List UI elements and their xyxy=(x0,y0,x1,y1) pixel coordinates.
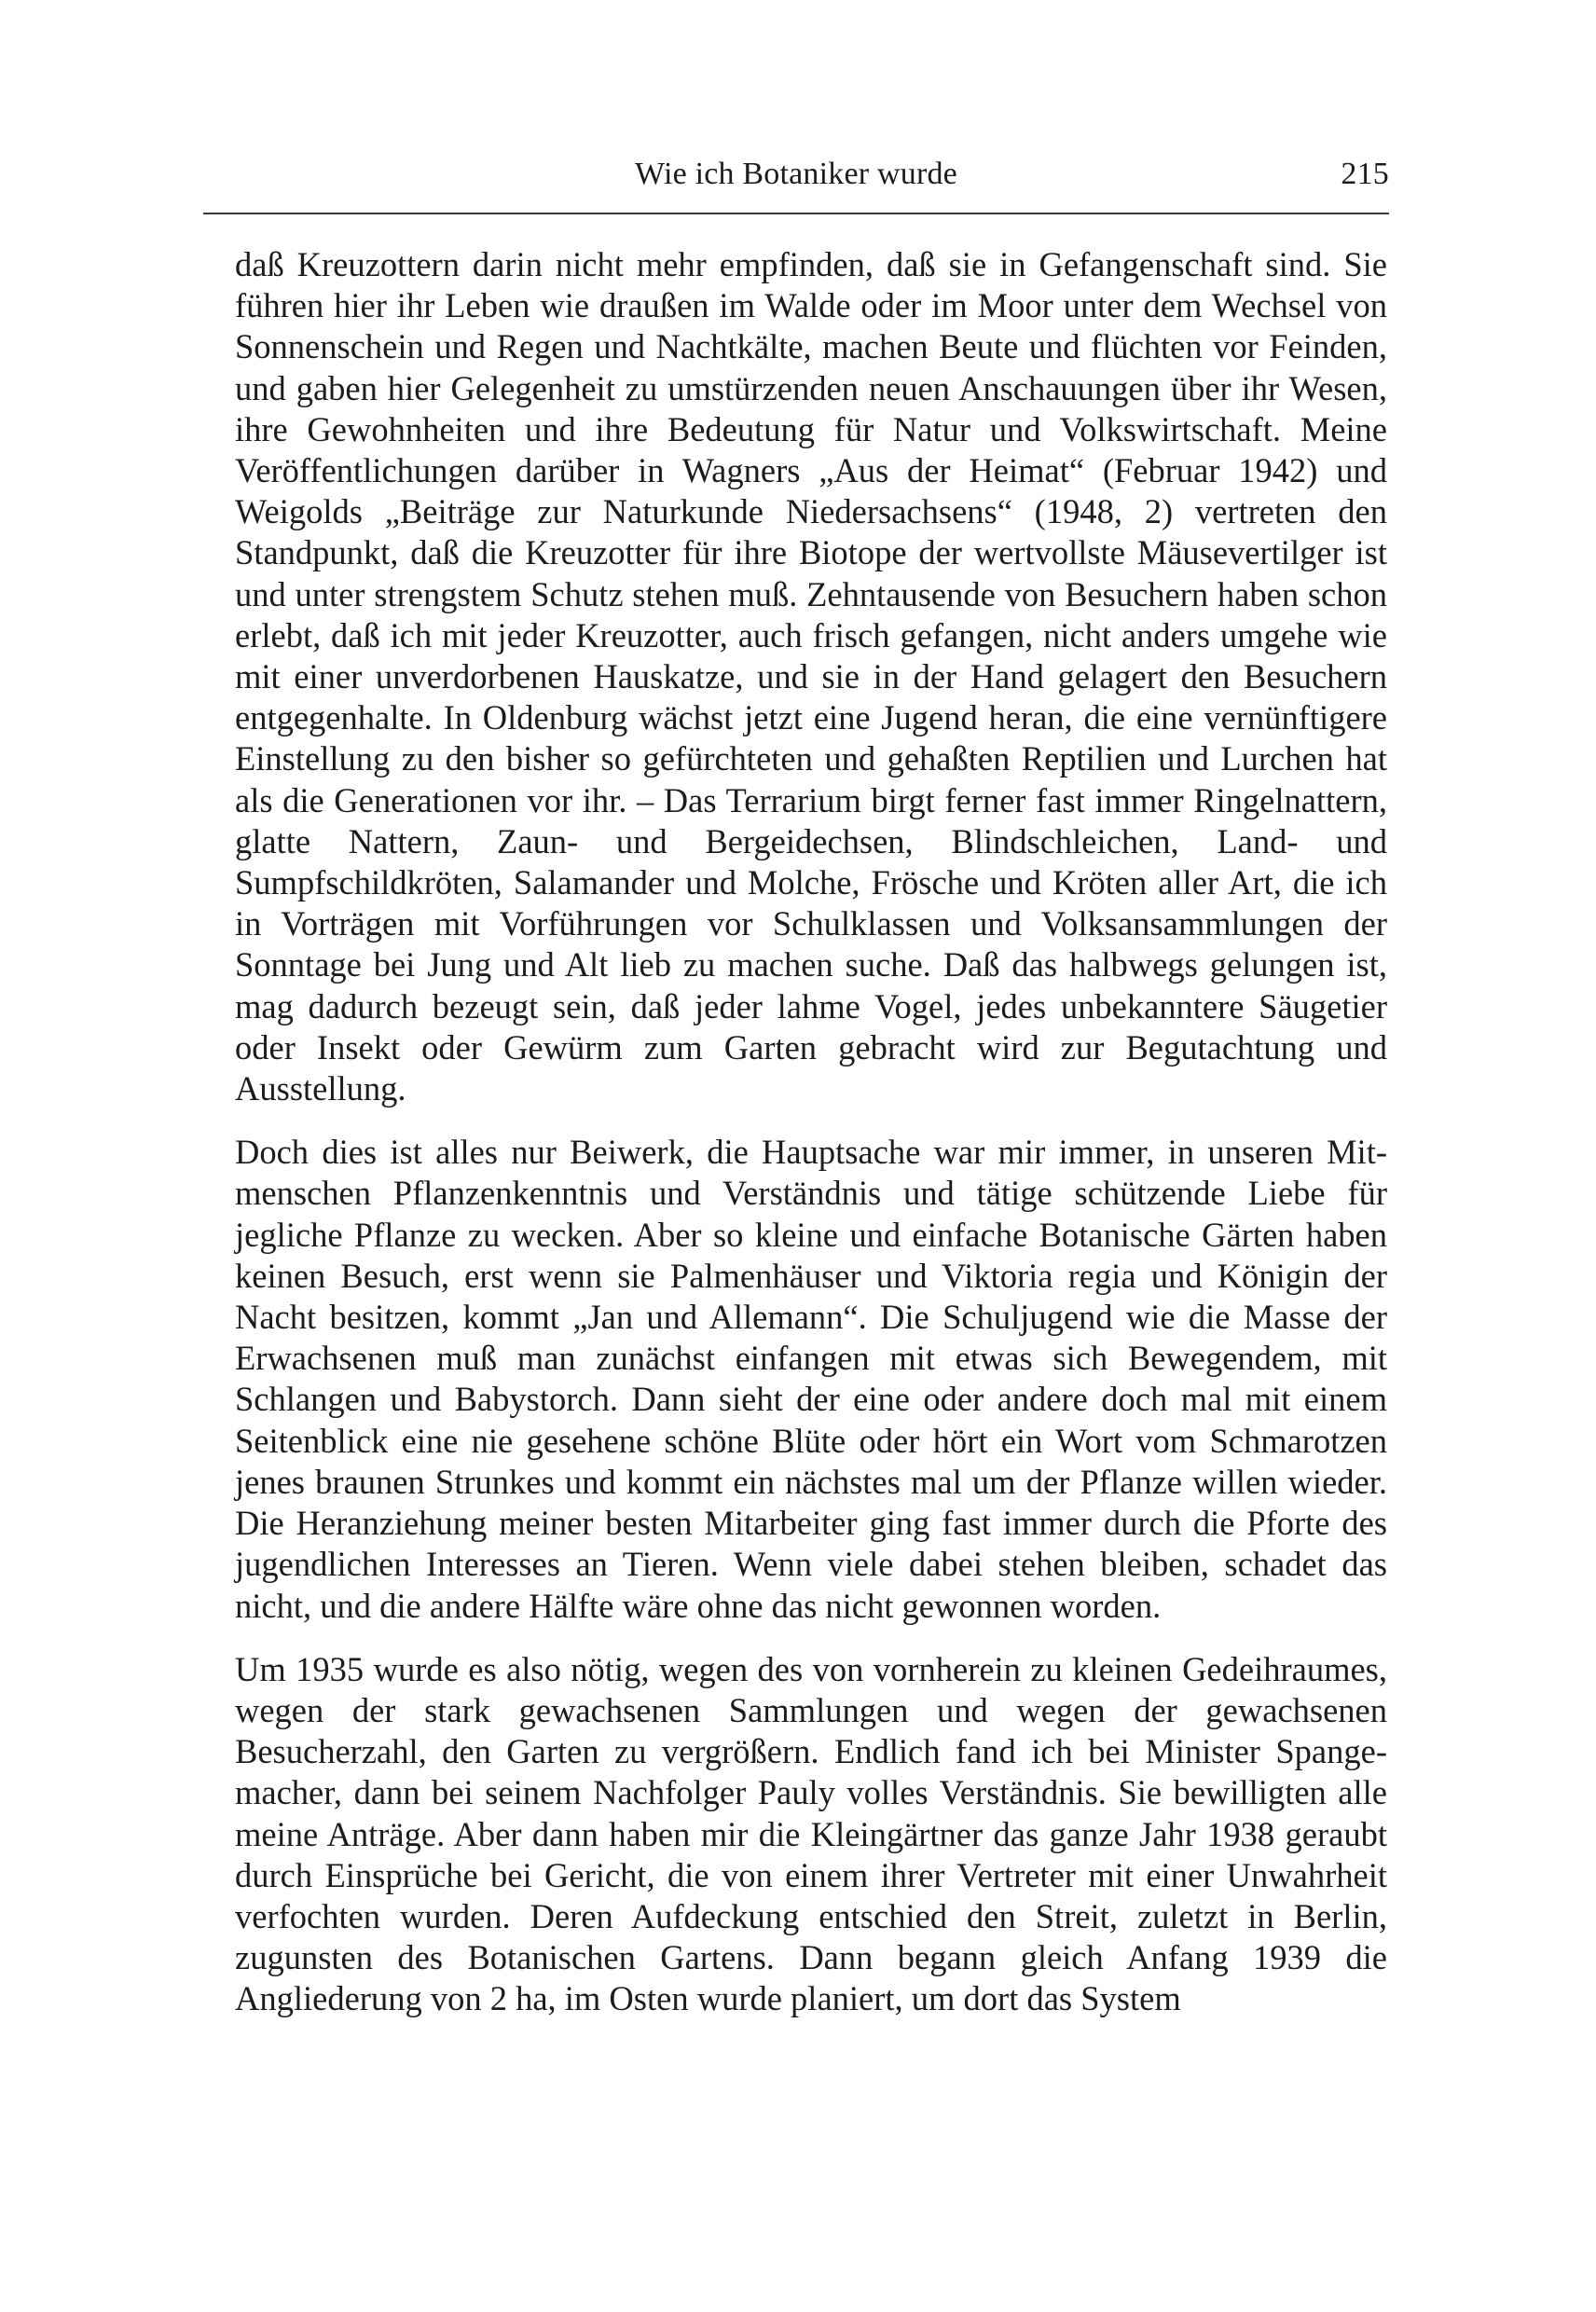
page-number: 215 xyxy=(1341,157,1389,191)
header-rule xyxy=(203,213,1389,214)
body-text xyxy=(235,244,1387,2043)
paragraph-1: daß Kreuzottern darin nicht mehr empfinden, daß sie in Gefangenschaft sind. Sie führen hier ihr Leben wie draußen im Walde oder im Moor unter dem Wechsel von Sonnenschein und Regen und Nachtkälte, machen Beute und flüchten vor Feinden, und gaben hier Gelegenheit zu umstürzenden neuen Anschauungen über ihr Wesen, ihre Gewohnheiten und ihre Bedeutung für Natur und Volkswirtschaft. Meine Veröffentlichungen darüber in Wagners „Aus der Heimat“ (Februar 1942) und Weigolds „Beiträge zur Naturkunde Niedersachsens“ (1948, 2) vertreten den Standpunkt, daß die Kreuzotter für ihre Biotope der wertvollste Mäusevertilger ist und unter strengstem Schutz stehen muß. Zehntausende von Besuchern haben schon erlebt, daß ich mit jeder Kreuzotter, auch frisch gefangen, nicht anders umgehe wie mit einer unverdorbenen Hauskatze, und sie in der Hand gelagert den Besuchern entgegenhalte. In Oldenburg wächst jetzt eine Jugend heran, die eine vernünftigere Einstellung zu den bisher so gefürchteten und gehaßten Reptilien und Lurchen hat als die Generationen vor ihr. – Das Terrarium birgt ferner fast immer Ringelnattern, glatte Nattern, Zaun- und Bergeidechsen, Blindschleichen, Land- und Sumpfschildkröten, Salamander und Molche, Frösche und Kröten aller Art, die ich in Vorträgen mit Vorführungen vor Schulklassen und Volksansammlungen der Sonntage bei Jung und Alt lieb zu machen suche. Daß das halbwegs gelungen ist, mag dadurch bezeugt sein, daß jeder lahme Vogel, jedes unbekanntere Säugetier oder Insekt oder Gewürm zum Garten gebracht wird zur Begutachtung und Ausstellung. xyxy=(235,245,1387,1108)
paragraph-3: Um 1935 wurde es also nötig, wegen des von vornherein zu kleinen Gedeihraumes, wegen der stark gewachsenen Sammlungen und wegen der gewachsenen Besucherzahl, den Garten zu vergrößern. Endlich fand ich bei Minister Spangemacher, dann bei seinem Nachfolger Pauly volles Verständnis. Sie bewilligten alle meine Anträge. Aber dann haben mir die Kleingärtner das ganze Jahr 1938 geraubt durch Einsprüche bei Gericht, die von einem ihrer Vertreter mit einer Unwahrheit verfochten wurden. Deren Aufdeckung entschied den Streit, zuletzt in Berlin, zugunsten des Botanischen Gartens. Dann begann gleich Anfang 1939 die Angliederung von 2 ha, im Osten wurde planiert, um dort das System xyxy=(235,1649,1387,2018)
paragraph-2: Doch dies ist alles nur Beiwerk, die Hauptsache war mir immer, in unseren Mitmenschen Pflanzenkenntnis und Verständnis und tätige schützende Liebe für jegliche Pflanze zu wecken. Aber so kleine und einfache Botanische Gärten haben keinen Besuch, erst wenn sie Palmenhäuser und Viktoria regia und Königin der Nacht besitzen, kommt „Jan und Allemann“. Die Schuljugend wie die Masse der Erwachsenen muß man zunächst einfangen mit etwas sich Bewegendem, mit Schlangen und Babystorch. Dann sieht der eine oder andere doch mal mit einem Seitenblick eine nie gesehene schöne Blüte oder hört ein Wort vom Schmarotzen jenes braunen Strunkes und kommt ein nächstes mal um der Pflanze willen wieder. Die Heranziehung meiner besten Mitarbeiter ging fast immer durch die Pforte des jugendlichen Interesses an Tieren. Wenn viele dabei stehen bleiben, schadet das nicht, und die andere Hälfte wäre ohne das nicht gewonnen worden. xyxy=(235,1133,1387,1625)
running-head xyxy=(203,157,1389,200)
running-title: Wie ich Botaniker wurde xyxy=(635,157,957,191)
